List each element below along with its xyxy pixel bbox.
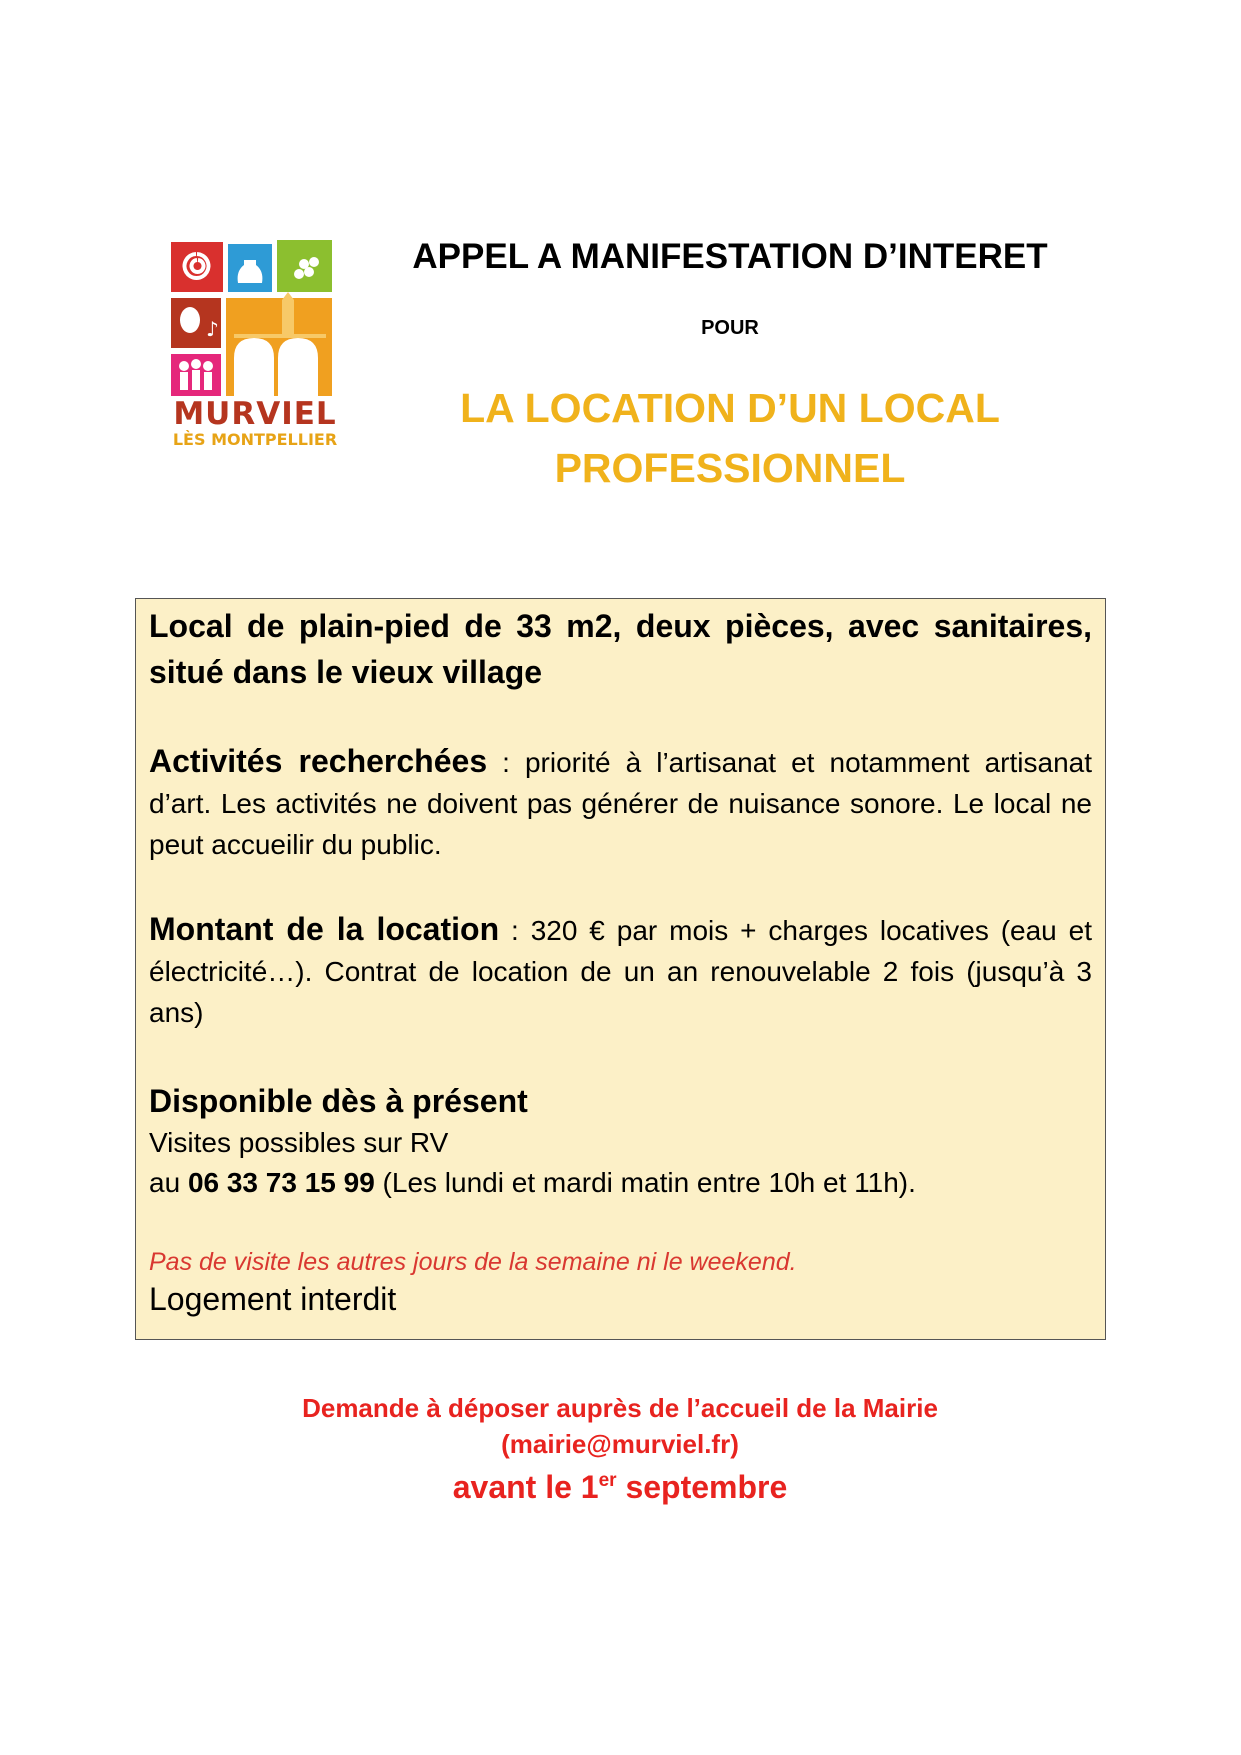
housing-forbidden: Logement interdit: [149, 1281, 397, 1317]
murviel-logo-emblem: [170, 238, 340, 398]
availability-heading: Disponible dès à présent: [149, 1083, 528, 1119]
document-subtitle: [400, 378, 1060, 498]
document-title: APPEL A MANIFESTATION D’INTERET: [412, 237, 1048, 276]
visit-hours: (Les lundi et mardi matin entre 10h et 11h).: [374, 1167, 916, 1198]
rent-label: Montant de la location: [149, 911, 500, 947]
svg-text:♪: ♪: [206, 317, 219, 341]
deadline-suffix: septembre: [616, 1469, 788, 1505]
deadline: [190, 1465, 1050, 1509]
contact-line: [149, 1163, 1092, 1203]
visit-restriction-note: Pas de visite les autres jours de la semaine ni le weekend.: [149, 1248, 797, 1276]
phone-number: 06 33 73 15 99: [187, 1167, 375, 1198]
pour-label: POUR: [701, 317, 759, 339]
rent-paragraph: [149, 909, 1092, 1033]
mairie-email: (mairie@murviel.fr): [501, 1429, 739, 1459]
logo-subtitle: LÈS MONTPELLIER: [172, 430, 338, 449]
activities-label: Activités recherchées: [149, 743, 488, 779]
rent-text: : 320 € par mois + charges locatives (eau et électricité…). Contrat de location de un an renouvelable 2 fois (jusqu’à 3 ans): [149, 915, 1092, 1028]
submission-instructions: Demande à déposer auprès de l’accueil de la Mairie: [302, 1393, 938, 1423]
activities-paragraph: [149, 741, 1092, 865]
deadline-ordinal: er: [598, 1470, 617, 1491]
deadline-prefix: avant le 1: [452, 1469, 599, 1505]
contact-prefix: au: [149, 1167, 188, 1198]
subtitle-line-1: LA LOCATION D’UN LOCAL: [460, 385, 1000, 431]
logo-name: MURVIEL: [173, 396, 337, 432]
offer-details-box: [135, 598, 1106, 1340]
subtitle-line-2: PROFESSIONNEL: [554, 445, 906, 491]
property-description: Local de plain-pied de 33 m2, deux pièces, avec sanitaires, situé dans le vieux village: [149, 608, 1092, 690]
murviel-logo: [170, 238, 340, 456]
visits-line: Visites possibles sur RV: [149, 1127, 449, 1158]
activities-text: : priorité à l’artisanat et notamment artisanat d’art. Les activités ne doivent pas générer de nuisance sonore. Le local ne peut accueilir du public.: [149, 747, 1092, 860]
